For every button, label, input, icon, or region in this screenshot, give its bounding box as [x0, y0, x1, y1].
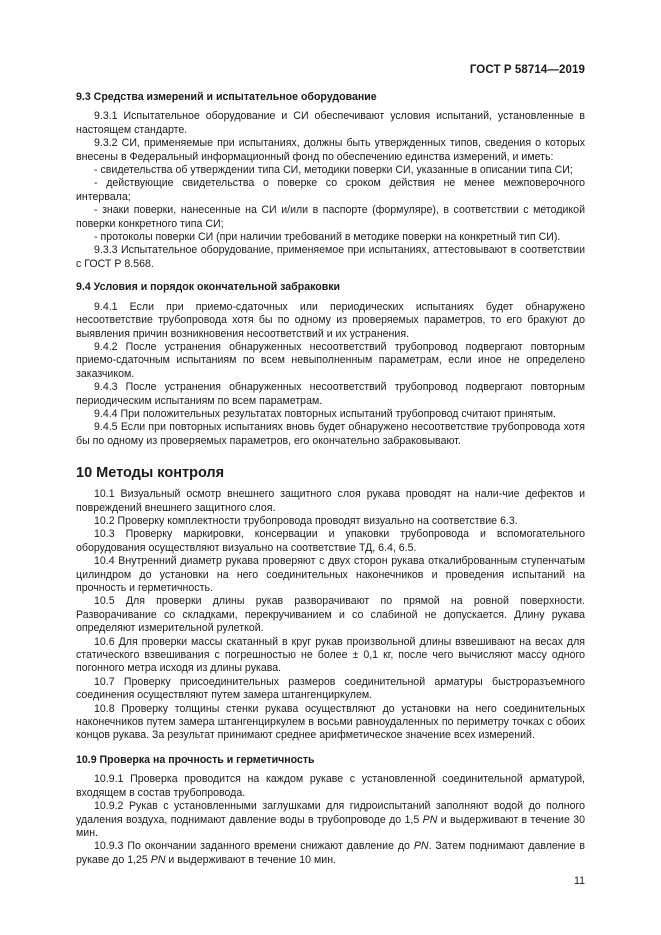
page-number: 11: [574, 875, 585, 887]
paragraph-10-3: 10.3 Проверку маркировки, консервации и упаковки трубопровода и вспомогательного оборудования осуществляют визуально на соответствие ТД, 6.4, 6.5.: [76, 528, 585, 554]
section-9-3-title: 9.3 Средства измерений и испытательное оборудование: [76, 91, 377, 103]
paragraph-10-9-3: [76, 840, 585, 867]
list-item: - протоколы поверки СИ (при наличии требований в методике поверки на конкретный тип СИ).: [94, 231, 561, 244]
paragraph-10-7: 10.7 Проверку присоединительных размеров соединительной арматуры быстроразъемного соединения осуществляют путем замера штангенциркулем.: [76, 675, 585, 702]
pn-symbol: PN: [422, 813, 438, 826]
text-run: и выдерживают в течение 30 мин.: [76, 813, 585, 839]
paragraph-10-2: 10.2 Проверку комплектности трубопровода проводят визуально на соответствие 6.3.: [94, 514, 518, 527]
list-item: - знаки поверки, нанесенные на СИ и/или в паспорте (формуляре), в соответствии с методикой поверки конкретного типа СИ;: [76, 204, 585, 230]
text-run: . Затем поднимают давление в рукаве до 1,25: [76, 840, 585, 866]
paragraph-10-9-1: 10.9.1 Проверка проводится на каждом рукаве с установленной соединительной арматурой, входящем в состав трубопровода.: [76, 773, 585, 799]
paragraph-10-1: 10.1 Визуальный осмотр внешнего защитного слоя рукава проводят на нали-чие дефектов и повреждений внешнего защитного слоя.: [76, 488, 585, 514]
page-content: [76, 91, 585, 867]
paragraph-9-4-4: 9.4.4 При положительных результатах повторных испытаний трубопровод считают принятым.: [94, 407, 556, 420]
paragraph-9-4-3: 9.4.3 После устранения обнаруженных несоответствий трубопровод подвергают повторным периодическим испытаниям по всем параметрам.: [76, 381, 585, 407]
paragraph-9-4-1: 9.4.1 Если при приемо-сдаточных или периодических испытаниях будет обнаружено несоответствие трубопровода хотя бы по одному из проверяемых параметров, то его бракуют до выявления причин возникновения несоответствий и их устранения.: [76, 300, 585, 340]
paragraph-9-3-1: 9.3.1 Испытательное оборудование и СИ обеспечивают условия испытаний, установленные в настоящем стандарте.: [76, 110, 585, 136]
list-item: - действующие свидетельства о поверке со сроком действия не менее межповерочного интервала;: [76, 177, 585, 203]
paragraph-9-3-2: 9.3.2 СИ, применяемые при испытаниях, должны быть утвержденных типов, сведения о которых внесены в Федеральный информационный фонд по обеспечению единства измерений, и иметь:: [76, 137, 585, 163]
paragraph-9-4-2: 9.4.2 После устранения обнаруженных несоответствий трубопровод подвергают повторным приемо-сдаточным испытаниям по всем невыполненным параметрам, если иное не определено заказчиком.: [76, 340, 585, 380]
paragraph-10-5: 10.5 Для проверки длины рукав разворачивают по прямой на ровной поверхности. Разворачивание со складками, перекручиванием и со слабиной не допускается. Длину рукава определяют измерительной рулеткой.: [76, 595, 585, 635]
section-10-9-title: 10.9 Проверка на прочность и герметичность: [76, 753, 315, 766]
section-10-title: 10 Методы контроля: [76, 465, 225, 482]
paragraph-9-3-3: 9.3.3 Испытательное оборудование, применяемое при испытаниях, аттестовывают в соответствии с ГОСТ Р 8.568.: [76, 244, 585, 270]
text-run: 10.9.3 По окончании заданного времени снижают давление до: [94, 840, 414, 853]
section-9-4-title: 9.4 Условия и порядок окончательной забраковки: [76, 281, 341, 294]
paragraph-10-4: 10.4 Внутренний диаметр рукава проверяют с двух сторон рукава откалиброванным ступенчатым цилиндром до установки на него соединительных наконечников и проведения испытаний на прочность и герметичность.: [76, 555, 585, 594]
text-run: 10.9.2 Рукав с установленными заглушками для гидроиспытаний заполняют водой до полного удаления воздуха, поднимают давление воды в трубопроводе до 1,5: [76, 800, 585, 826]
paragraph-10-9-2: [76, 800, 585, 840]
list-item: - свидетельства об утверждении типа СИ, методики поверки СИ, указанные в описании типа СИ;: [94, 164, 573, 177]
paragraph-10-8: 10.8 Проверку толщины стенки рукава осуществляют до установки на него соединительных наконечников путем замера штангенциркулем в восьми равноудаленных по периметру точках с обоих концов рукава. За результат принимают среднее арифметическое значение всех измерений.: [76, 702, 585, 742]
paragraph-9-4-5: 9.4.5 Если при повторных испытаниях вновь будет обнаружено несоответствие трубопровода хотя бы по одному из проверяемых параметров, его окончательно забраковывают.: [76, 421, 585, 447]
pn-symbol: PN: [413, 840, 429, 853]
paragraph-10-6: 10.6 Для проверки массы скатанный в круг рукав произвольной длины взвешивают на весах для статического взвешивания с погрешностью не более ± 0,1 кг, после чего вычисляют массу одного погонного метра исходя из длины рукава.: [76, 635, 585, 675]
text-run: и выдерживают в течение 10 мин.: [165, 853, 336, 866]
document-code: ГОСТ Р 58714—2019: [469, 64, 585, 76]
pn-symbol: PN: [150, 853, 166, 866]
